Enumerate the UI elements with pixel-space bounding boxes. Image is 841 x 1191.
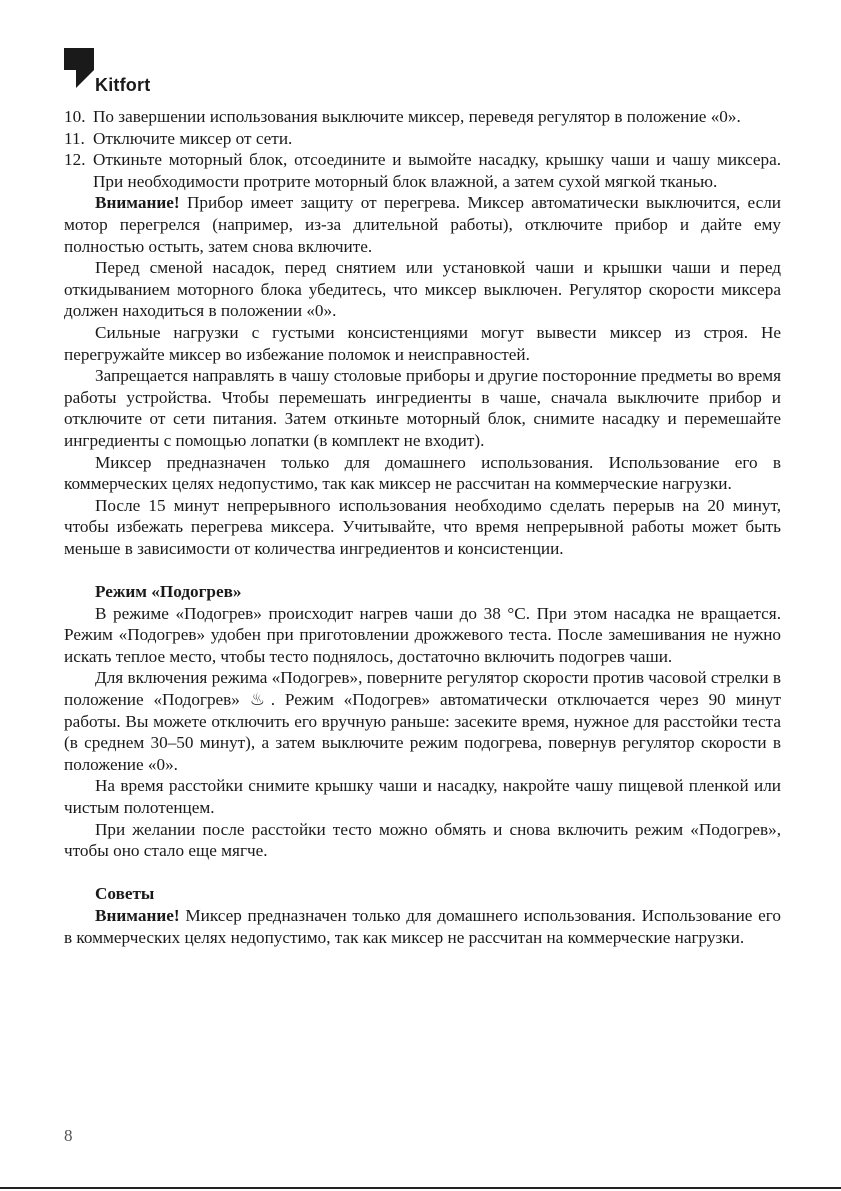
body-paragraph: Запрещается направлять в чашу столовые приборы и другие посторонние предметы во время работы устройства. Чтобы перемешать ингредиенты в чаше, сначала выключите прибор и отключите от сети питания. Затем откиньте моторный блок, снимите насадку и перемешайте ингредиенты с помощью лопатки (в комплект не входит). (64, 366, 781, 450)
brand-logo (64, 48, 174, 98)
list-item-number: 11. (64, 128, 85, 148)
bottom-divider (0, 1187, 841, 1189)
body-paragraph: После 15 минут непрерывного использования необходимо сделать перерыв на 20 минут, чтобы избежать перегрева миксера. Учитывайте, что время непрерывной работы может быть меньше в зависимости от количества ингредиентов и консистенции. (64, 495, 781, 558)
body-paragraph: В режиме «Подогрев» происходит нагрев чаши до 38 °C. При этом насадка не вращается. Режим «Подогрев» удобен при приготовлении дрожжевого теста. После замешивания не нужно искать теплое место, чтобы тесто поднялось, достаточно включить подогрев чаши. (64, 603, 781, 666)
list-item-number: 10. (64, 107, 86, 126)
warning-label: Внимание! (95, 193, 180, 213)
body-paragraph: При желании после расстойки тесто можно обмять и снова включить режим «Подогрев», чтобы оно стало еще мягче. (64, 819, 781, 861)
list-item-text: Откиньте моторный блок, отсоедините и вымойте насадку, крышку чаши и чашу миксера. При необходимости протрите моторный блок влажной, а затем сухой мягкой тканью. (93, 150, 781, 191)
warning-paragraph (64, 192, 781, 257)
list-item-text: По завершении использования выключите миксер, переведя регулятор в положение «0». (93, 107, 741, 126)
warning-paragraph (64, 905, 781, 948)
paragraph-text: . Режим «Подогрев» автоматически отключается через 90 минут работы. Вы можете отключить его вручную раньше: засеките время, нужное для расстойки теста (в среднем 30–50 минут), а затем выключите режим подогрева, повернув регулятор скорости в положение «0». (64, 690, 781, 774)
section-heading-heating: Режим «Подогрев» (95, 582, 242, 602)
warning-text: Миксер предназначен только для домашнего использования. Использование его в коммерческих целях недопустимо, так как миксер не рассчитан на коммерческие нагрузки. (64, 905, 781, 947)
list-item (64, 106, 781, 128)
kitfort-logo-icon (64, 48, 94, 96)
list-item-text: Отключите миксер от сети. (93, 128, 293, 148)
list-item-number: 12. (64, 150, 86, 170)
page-number: 8 (64, 1126, 73, 1145)
list-item (64, 149, 781, 192)
body-paragraph: Сильные нагрузки с густыми консистенциями могут вывести миксер из строя. Не перегружайте миксер во избежание поломок и неисправностей. (64, 322, 781, 364)
document-body (64, 106, 781, 948)
list-item (64, 128, 781, 150)
body-paragraph: На время расстойки снимите крышку чаши и насадку, накройте чашу пищевой пленкой или чистым полотенцем. (64, 776, 781, 817)
body-paragraph: Миксер предназначен только для домашнего использования. Использование его в коммерческих целях недопустимо, так как миксер не рассчитан на коммерческие нагрузки. (64, 452, 781, 494)
body-paragraph: Перед сменой насадок, перед снятием или установкой чаши и крышки чаши и перед откидыванием моторного блока убедитесь, что миксер выключен. Регулятор скорости миксера должен находиться в положении «0». (64, 258, 781, 321)
body-paragraph (64, 667, 781, 775)
paragraph-text: Для включения режима «Подогрев», поверните регулятор скорости против часовой стрелки в положение «Подогрев» (64, 668, 781, 710)
warning-text: Прибор имеет защиту от перегрева. Миксер автоматически выключится, если мотор перегрелся (например, из-за длительной работы), отключите прибор и дайте ему полностью остыть, затем снова включите. (64, 193, 781, 256)
warning-label: Внимание! (95, 905, 180, 925)
brand-name: Kitfort (95, 75, 151, 95)
heating-symbol-icon: ♨ (249, 690, 271, 710)
section-heading-tips: Советы (95, 884, 155, 904)
